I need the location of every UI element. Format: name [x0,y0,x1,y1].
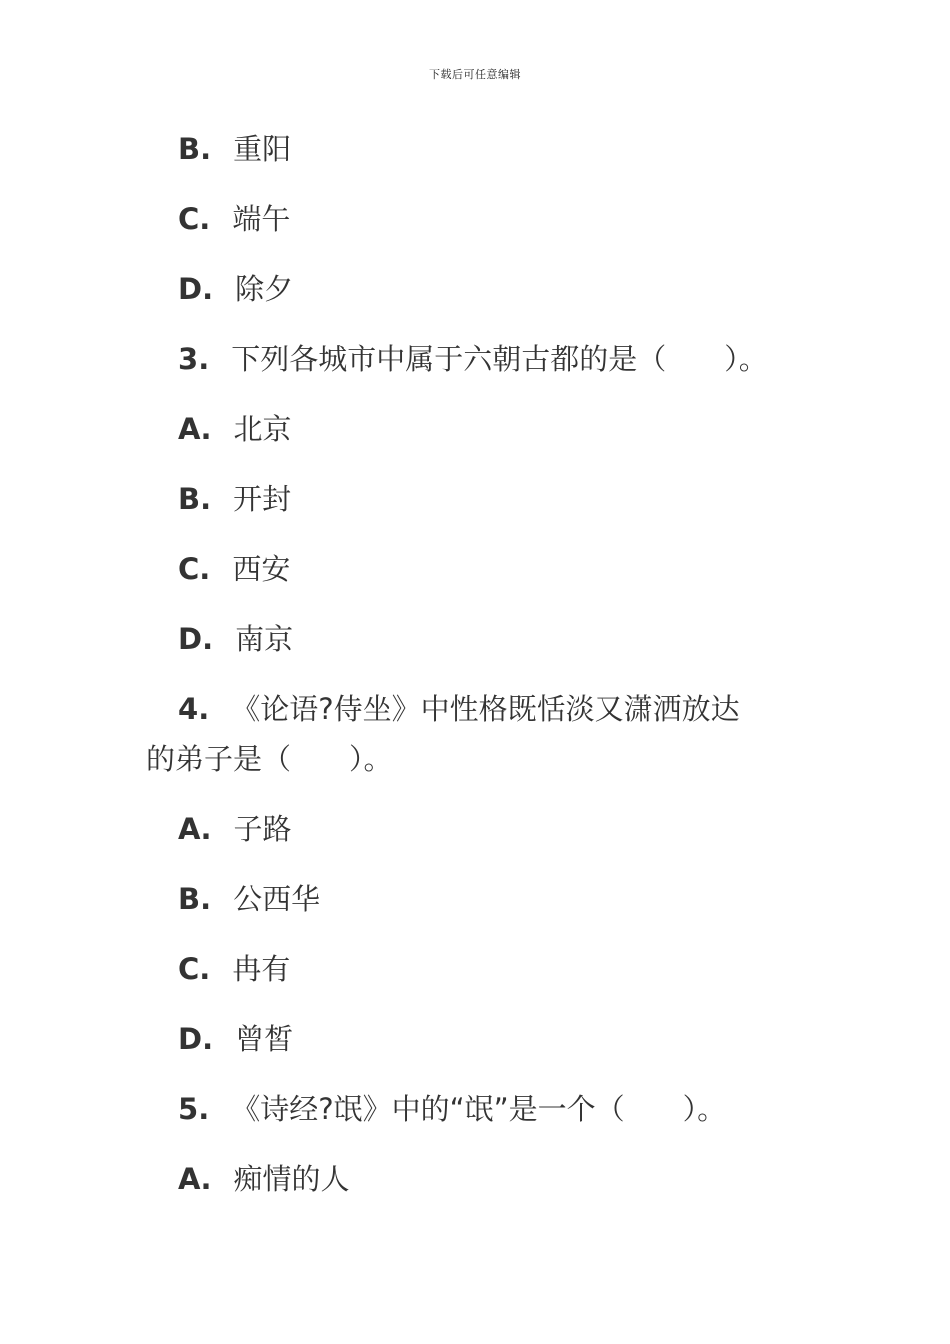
option-d-line [178,619,293,659]
option-text: 痴情的人 [233,1162,350,1196]
option-label: D [178,272,203,306]
option-d-line [178,269,293,309]
label-dot: . [199,552,211,586]
label-dot: . [200,412,212,446]
option-label: C [178,952,200,986]
label-dot: . [202,1022,214,1056]
question-text: 《诗经?氓》中的“氓”是一个（ ）。 [231,1092,727,1126]
question-number: 3 [178,342,199,376]
option-c-line [178,549,290,589]
label-dot: . [200,812,212,846]
label-dot: . [198,1092,210,1126]
page-header: 下载后可任意编辑 [429,68,521,81]
option-b-line [178,129,291,169]
option-label: B [178,482,201,516]
option-text: 子路 [233,812,292,846]
option-text: 西安 [232,552,291,586]
option-text: 端午 [232,202,291,236]
question-4-continuation [146,739,393,779]
label-dot: . [200,482,212,516]
label-dot: . [200,1162,212,1196]
label-dot: . [199,202,211,236]
option-text: 除夕 [235,272,294,306]
option-label: A [178,812,201,846]
label-dot: . [198,692,210,726]
option-label: C [178,552,200,586]
question-number: 4 [178,692,199,726]
option-text: 开封 [233,482,292,516]
option-a-line [178,409,292,449]
option-b-line [178,479,291,519]
option-a-line [178,809,292,849]
label-dot: . [200,132,212,166]
option-c-line [178,949,290,989]
label-dot: . [199,952,211,986]
option-label: B [178,882,201,916]
option-c-line [178,199,290,239]
option-text: 公西华 [233,882,321,916]
option-label: D [178,1022,203,1056]
option-label: C [178,202,200,236]
question-3-line [178,339,768,379]
question-number: 5 [178,1092,199,1126]
option-text: 曾皙 [235,1022,294,1056]
option-label: A [178,1162,201,1196]
question-text-continued: 的弟子是（ ）。 [146,742,393,776]
label-dot: . [198,342,210,376]
label-dot: . [202,622,214,656]
option-text: 冉有 [232,952,291,986]
option-a-line [178,1159,350,1199]
question-text: 下列各城市中属于六朝古都的是（ ）。 [231,342,768,376]
question-5-line [178,1089,726,1129]
option-label: D [178,622,203,656]
option-text: 重阳 [233,132,292,166]
question-text: 《论语?侍坐》中性格既恬淡又潇洒放达 [231,692,740,726]
option-d-line [178,1019,293,1059]
label-dot: . [200,882,212,916]
option-label: A [178,412,201,446]
label-dot: . [202,272,214,306]
question-4-line [178,689,740,729]
option-label: B [178,132,201,166]
option-text: 南京 [235,622,294,656]
option-text: 北京 [233,412,292,446]
option-b-line [178,879,320,919]
